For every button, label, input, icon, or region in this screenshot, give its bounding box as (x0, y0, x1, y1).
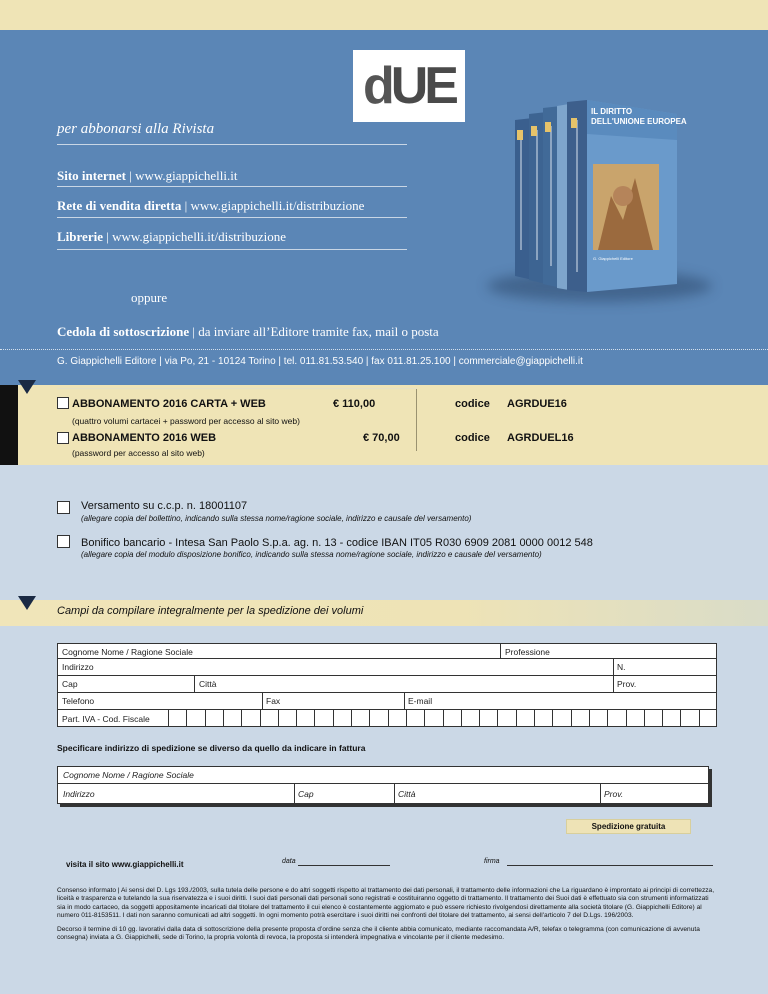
billing-form (57, 643, 717, 727)
piva-cell-divider (260, 709, 261, 727)
alt-field-indirizzo[interactable]: Indirizzo (63, 789, 95, 799)
piva-cell-divider (479, 709, 480, 727)
privacy-notice: Consenso informato | Ai sensi del D. Lgs 193./2003, sulla tutela delle persone e do altri soggetti rispetto al trattamento dei dati personali, il trattamento delle informazioni che La riguardano è improntato ai principi di correttezza, liceità e trasparenza e tutelando la sua riservatezza e i suoi diritti. I suoi dati personali dati personali sono registrati e costituiranno oggetto di trattamento. Il trattamento dei Suoi dati è effettuato sia con strumenti informatizzati sia in modo cartaceo, da soggetti appositamente incaricati dal titolare del trattamento il cui elenco è costantemente aggiornato e può essere richiesto rivolgendosi direttamente alla società titolare (G. Giappichelli Editore) al numero 011-8153511. I dati non saranno comunicati ad altri soggetti. In ogni momento potrà esercitare i suoi diritti nei confronti del titolare del trattamento, ai sensi dell'articolo 7 del D.Lgs. 196/2003. (57, 887, 715, 919)
code-label-1: codice (455, 398, 490, 410)
piva-cell-divider (571, 709, 572, 727)
field-telefono[interactable]: Telefono (62, 696, 95, 706)
divider (57, 249, 407, 250)
subscription-checkbox-2[interactable] (57, 432, 69, 444)
field-fax[interactable]: Fax (266, 696, 281, 706)
piva-cell-divider (589, 709, 590, 727)
due-logo (353, 50, 465, 122)
field-indirizzo[interactable]: Indirizzo (62, 662, 94, 672)
alt-field-prov[interactable]: Prov. (604, 789, 624, 799)
subscription-price-2: € 70,00 (363, 432, 400, 444)
oppure-text: oppure (131, 290, 168, 305)
divider (57, 144, 407, 145)
field-piva[interactable]: Part. IVA - Cod. Fiscale (62, 714, 150, 724)
piva-cell-divider (662, 709, 663, 727)
logo-text: dUE (362, 57, 455, 115)
divider (57, 388, 417, 389)
piva-cell-divider (241, 709, 242, 727)
subscription-code-2: AGRDUEL16 (507, 432, 574, 444)
link-librerie[interactable]: Librerie | www.giappichelli.it/distribuzione (57, 229, 286, 244)
piva-cell-divider (388, 709, 389, 727)
piva-cell-divider (333, 709, 334, 727)
book-title-2: DELL'UNIONE EUROPEA (591, 117, 687, 126)
free-shipping-badge: Spedizione gratuita (566, 819, 691, 834)
piva-cell-divider (516, 709, 517, 727)
signature-label: firma (484, 858, 500, 865)
piva-cell-divider (607, 709, 608, 727)
piva-cell-divider (186, 709, 187, 727)
vertical-divider (416, 389, 417, 451)
code-label-2: codice (455, 432, 490, 444)
payment-ccp-label: Versamento su c.c.p. n. 18001107 (81, 500, 248, 512)
alt-field-cap[interactable]: Cap (298, 789, 314, 799)
divider (57, 217, 407, 218)
link-sito[interactable]: Sito internet | www.giappichelli.it (57, 168, 238, 183)
field-prov[interactable]: Prov. (617, 679, 637, 689)
field-email[interactable]: E-mail (408, 696, 433, 706)
piva-cell-divider (406, 709, 407, 727)
payment-ccp-note: (allegare copia del bollettino, indicando sulla stessa nome/ragione sociale, indirizzo e causale del versamento) (81, 514, 472, 523)
payment-bonifico-label: Bonifico bancario - Intesa San Paolo S.p.a. ag. n. 13 - codice IBAN IT05 R030 6909 2081 0000 0012 548 (81, 537, 593, 549)
subscription-note-1: (quattro volumi cartacei + password per accesso al sito web) (72, 416, 300, 426)
alt-shipping-form (57, 766, 709, 804)
subscription-code-1: AGRDUE16 (507, 398, 567, 410)
book-publisher: G. Giappichelli Editore (593, 256, 633, 261)
piva-cell-divider (680, 709, 681, 727)
website-link[interactable]: visita il sito www.giappichelli.it (66, 860, 184, 869)
cedola-text: Cedola di sottoscrizione | da inviare all’Editore tramite fax, mail o posta (57, 324, 439, 339)
piva-cell-divider (278, 709, 279, 727)
alt-field-citta[interactable]: Città (398, 789, 416, 799)
piva-cell-divider (314, 709, 315, 727)
piva-cell-divider (369, 709, 370, 727)
piva-cell-divider (296, 709, 297, 727)
payment-checkbox-ccp[interactable] (57, 501, 70, 514)
payment-bonifico-note: (allegare copia del modulo disposizione bonifico, indicando sulla stessa nome/ragione sociale, indirizzo e causale del versamento) (81, 550, 542, 559)
divider (57, 186, 407, 187)
books-illustration (493, 100, 703, 300)
piva-cell-divider (205, 709, 206, 727)
field-cognome[interactable]: Cognome Nome / Ragione Sociale (62, 647, 193, 657)
alt-field-cognome[interactable]: Cognome Nome / Ragione Sociale (63, 770, 194, 780)
date-label: data (282, 858, 296, 865)
piva-cell-divider (168, 709, 169, 727)
subscription-note-2: (password per accesso al sito web) (72, 448, 205, 458)
top-strip (0, 0, 768, 30)
piva-cell-divider (424, 709, 425, 727)
subscription-price-1: € 110,00 (333, 398, 376, 410)
piva-cell-divider (534, 709, 535, 727)
piva-cell-divider (223, 709, 224, 727)
piva-cell-divider (699, 709, 700, 727)
dotted-divider (0, 349, 768, 350)
piva-cell-divider (443, 709, 444, 727)
link-rete[interactable]: Rete di vendita diretta | www.giappichelli.it/distribuzione (57, 198, 365, 213)
subscription-checkbox-1[interactable] (57, 397, 69, 409)
field-cap[interactable]: Cap (62, 679, 78, 689)
signature-line[interactable] (507, 865, 713, 866)
piva-cell-divider (351, 709, 352, 727)
piva-cell-divider (626, 709, 627, 727)
piva-cell-divider (644, 709, 645, 727)
field-citta[interactable]: Città (199, 679, 217, 689)
publisher-address: G. Giappichelli Editore | via Po, 21 - 10124 Torino | tel. 011.81.53.540 | fax 011.81.25.100 | commerciale@giappichelli.it (57, 356, 583, 367)
subscription-name-2: ABBONAMENTO 2016 WEB (72, 432, 217, 444)
date-line[interactable] (298, 865, 390, 866)
tagline: per abbonarsi alla Rivista (57, 121, 215, 137)
piva-cell-divider (461, 709, 462, 727)
shipping-header: Campi da compilare integralmente per la spedizione dei volumi (57, 605, 364, 617)
black-bar (0, 385, 18, 465)
piva-cell-divider (552, 709, 553, 727)
field-numero[interactable]: N. (617, 662, 626, 672)
triangle-marker (18, 380, 36, 394)
book-title-1: IL DIRITTO (591, 107, 633, 116)
piva-cell-divider (497, 709, 498, 727)
triangle-marker (18, 596, 36, 610)
field-professione[interactable]: Professione (505, 647, 550, 657)
revocation-notice: Decorso il termine di 10 gg. lavorativi dalla data di sottoscrizione della presente proposta d’ordine senza che il cliente abbia comunicato, mediante raccomandata A/R, telefax o telegramma (con comunicazione di avvenuta consegna) inviata a G. Giappichelli, sede di Torino, la propria volontà di revoca, la proposta si intenderà impegnativa e vincolante per il cliente medesimo. (57, 926, 700, 942)
subscription-name-1: ABBONAMENTO 2016 CARTA + WEB (72, 398, 266, 410)
payment-checkbox-bonifico[interactable] (57, 535, 70, 548)
alt-address-instruction: Specificare indirizzo di spedizione se diverso da quello da indicare in fattura (57, 743, 366, 753)
